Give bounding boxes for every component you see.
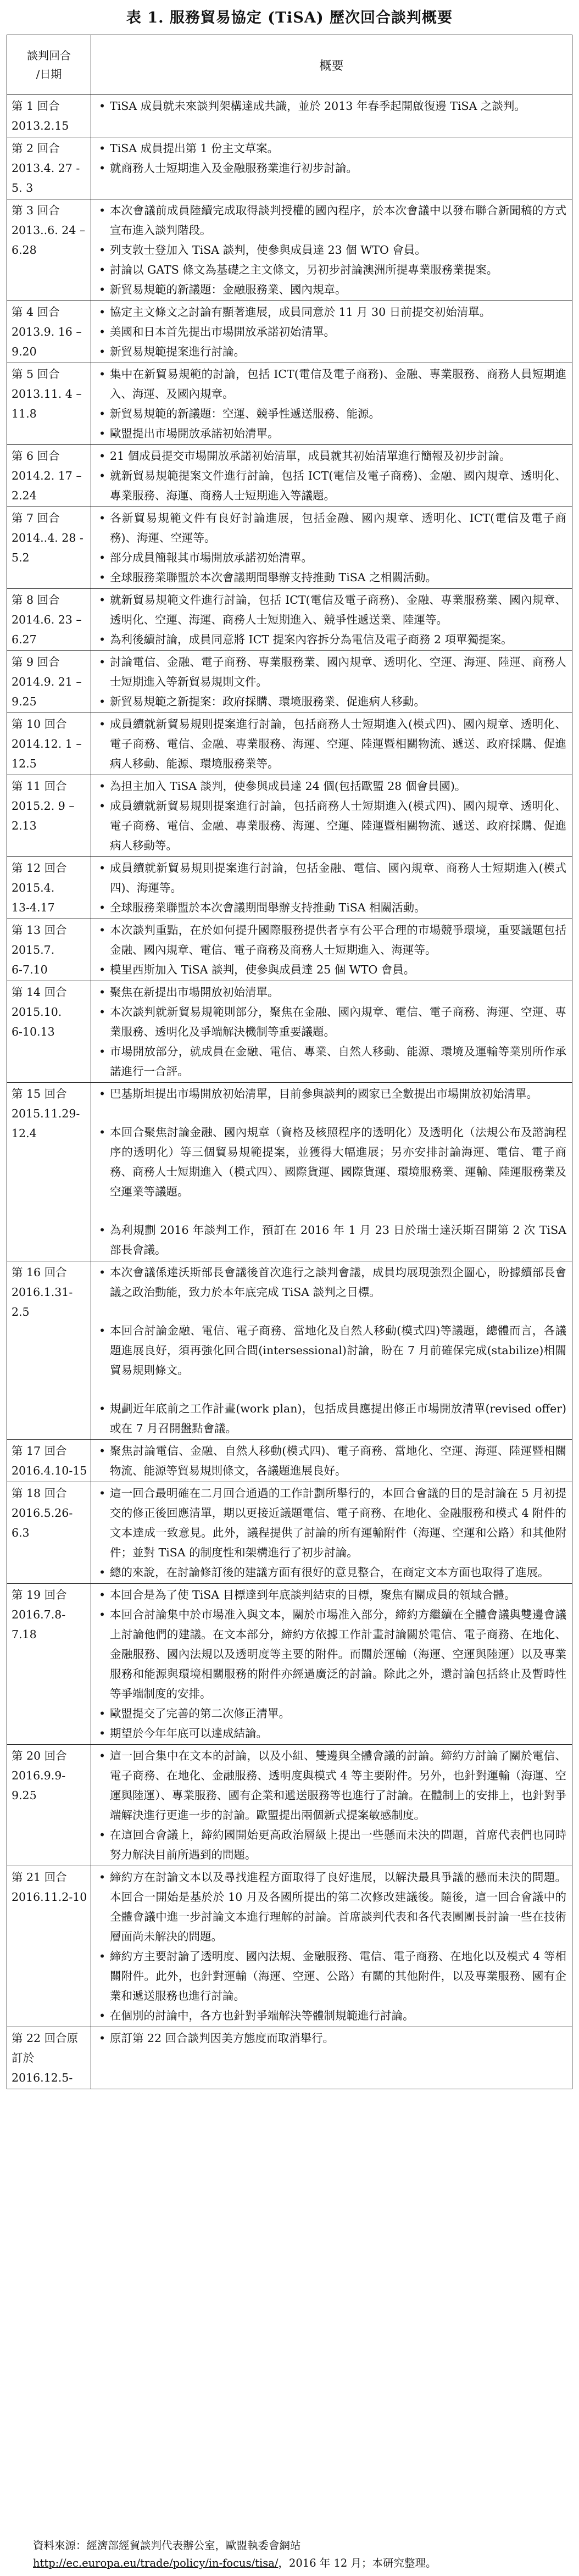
summary-list [96,1441,566,1481]
summary-item: • 本次會議係達沃斯部長會議後首次進行之談判會議，成員均展現強烈企圖心，盼據續部長會議之政治動能，致力於本年底完成 TiSA 談判之目標。 [110,1262,566,1302]
round-date-text: 第 17 回合 [12,1444,67,1457]
summary-list [96,2028,566,2048]
round-date-text: 第 5 回合 [12,368,60,381]
source-suffix: ，2016 年 12 月；本研究整理。 [278,2557,437,2569]
summary-item: • 成員續就新貿易規則提案進行討論，包括金融、電信、國內規章、商務人士短期進入(模式四)、海運等。 [110,858,566,898]
round-date-text: 第 6 回合 [12,449,60,463]
round-date-text: 第 8 回合 [12,593,60,607]
summary-cell [91,775,572,857]
summary-list [96,858,566,917]
round-date-text: 第 3 回合 [12,204,60,217]
summary-item: • 就新貿易規範提案文件進行討論，包括 ICT(電信及電子商務)、金融、國內規章、透明化、專業服務、海運、商務人士短期進入等議題。 [110,466,566,505]
round-date-text: 2013..6. 24 – [12,224,86,237]
summary-list [96,1084,566,1260]
summary-cell [91,199,572,301]
summary-cell [91,95,572,137]
summary-item: • 市場開放部分，就成員在金融、電信、專業、自然人移動、能源、環境及運輸等業別所作承諾進行一合評。 [110,1042,566,1081]
header-round-date-line: 談判回合 [27,49,71,62]
round-date-cell [7,1261,91,1440]
round-date-text: 2015.11.29- [12,1107,80,1120]
round-date-text: 2013.11. 4 – [12,387,82,400]
round-date-text: 5. 3 [12,181,34,194]
summary-item: • 討論電信、金融、電子商務、專業服務業、國內規章、透明化、空運、海運、陸運、商務人士短期進入等新貿易規則文件。 [110,652,566,692]
round-date-text: 第 11 回合 [12,780,67,793]
summary-item: • 新貿易規範的新議題：空運、競爭性遞送服務、能源。 [110,404,566,424]
round-date-text: 2015.4. [12,881,55,894]
summary-item: • TiSA 成員就未來談判架構達成共識，並於 2013 年春季起開啟復邊 TiSA 之談判。 [110,96,566,116]
summary-list [96,714,566,774]
table-row [7,1745,572,1866]
summary-item: • 成員續就新貿易規則提案進行討論，包括商務人士短期進入(模式四)、國內規章、透明化、電子商務、電信、金融、專業服務、海運、空運、陸運暨相關物流、遞送、政府採購、促進病人移動、能源、環境服務業等。 [110,714,566,774]
summary-item: • 集中在新貿易規範的討論，包括 ICT(電信及電子商務)、金融、專業服務、商務人員短期進入、海運、及國內規章。 [110,364,566,404]
round-date-text: 2016.7.8-7.18 [12,1608,66,1641]
table-title: 表 1. 服務貿易協定 (TiSA) 歷次回合談判概要 [126,9,453,26]
round-date-text: 6.28 [12,243,37,257]
source-note [33,2537,560,2572]
summary-item: • 本回合聚焦討論金融、國內規章（資格及核照程序的透明化）及透明化（法規公布及諮詢程序的透明化）等三個貿易規範提案，並獲得大幅進展；另亦安排討論海運、電信、電子商務、商務人士短期進入（模式四）、國際貨運、國際貨運、環境服務業、運輸、陸運服務業及空運業等議題。 [110,1122,566,1201]
summary-cell [91,1584,572,1745]
summary-item: • 歐盟提出市場開放承諾初始清單。 [110,424,566,443]
summary-item: • 這一回合最明確在二月回合通過的工作計劃所舉行的，本回合會議的目的是討論在 5 月初提交的修正後回應清單，期以更接近議題電信、電子商務、在地化、金融服務和模式 4 附件的文本達成一致意見。此外，議程提供了討論的所有運輸附件（海運、空運和公路）和其他附件；並對 TiSA 的制度性和架構進行了初步討論。 [110,1483,566,1562]
source-url[interactable]: http://ec.europa.eu/trade/policy/in-focus/tisa/ [33,2557,279,2569]
round-date-text: 6-10.13 [12,1025,55,1038]
round-date-text: 2016.9.9-9.25 [12,1769,66,1802]
round-date-text: 第 13 回合 [12,923,67,937]
summary-item: • 這一回合集中在文本的討論，以及小組、雙邊與全體會議的討論。締約方討論了關於電信、電子商務、在地化、金融服務、透明度與模式 4 等主要附件。另外，也針對運輸（海運、空運與陸運）、專業服務、國有企業和遞送服務等也進行了討論。在體制上的安排上，也針對爭端解決進行更進一步的討論。歐盟提出兩個新式提案敏感制度。 [110,1746,566,1825]
table-header-row [7,35,572,95]
table-row [7,363,572,445]
round-date-text: 2016.5.26-6.3 [12,1506,73,1539]
summary-item: • 在這回合會議上，締約國開始更高政治層級上提出一些懸而未決的問題，首席代表們也同時努力解決目前所遇到的問題。 [110,1825,566,1865]
summary-cell [91,1083,572,1261]
round-date-text: 9.20 [12,345,37,358]
round-date-text: 第 18 回合 [12,1487,67,1500]
summary-cell [91,919,572,981]
summary-cell [91,1745,572,1866]
summary-list [96,201,566,299]
round-date-cell [7,2027,91,2089]
negotiation-table-container [7,35,572,2089]
summary-cell [91,445,572,507]
summary-item: • 為利規劃 2016 年談判工作，預訂在 2016 年 1 月 23 日於瑞士達沃斯召開第 2 次 TiSA 部長會議。 [110,1220,566,1260]
table-row [7,775,572,857]
summary-item: • 為利後續討論，成員同意將 ICT 提案內容拆分為電信及電子商務 2 項單獨提案。 [110,630,566,649]
round-date-cell [7,363,91,445]
table-row [7,301,572,363]
summary-item: • 新貿易規範的新議題：金融服務業、國內規章。 [110,280,566,299]
round-date-text: 第 15 回合 [12,1087,67,1100]
round-date-text: 第 14 回合 [12,986,67,999]
table-row [7,95,572,137]
summary-list [96,590,566,649]
round-date-cell [7,95,91,137]
round-date-text: 12.5 [12,757,37,770]
summary-cell [91,589,572,651]
round-date-cell [7,1745,91,1866]
round-date-text: 第 7 回合 [12,511,60,525]
summary-item: • 模里西斯加入 TiSA 談判，使參與成員達 25 個 WTO 會員。 [110,960,566,980]
summary-item: • 原訂第 22 回合談判因美方態度而取消舉行。 [110,2028,566,2048]
negotiation-rounds-table [7,35,572,2089]
summary-cell [91,981,572,1083]
round-date-cell [7,1866,91,2027]
summary-item: • 本回合是為了使 TiSA 目標達到年底談判結束的目標，聚焦有關成員的領域合體。 [110,1585,566,1605]
round-date-text: 5.2 [12,551,30,564]
header-round-date-line: /日期 [36,68,62,81]
header-summary: 概要 [91,35,572,95]
table-row [7,1866,572,2027]
source-prefix: 資料來源：經濟部經貿談判代表辦公室，歐盟執委會網站 [33,2539,301,2552]
round-date-cell [7,445,91,507]
summary-item: • 部分成員簡報其市場開放承諾初始清單。 [110,548,566,568]
summary-list [96,364,566,443]
summary-cell [91,1440,572,1482]
round-date-text: 第 12 回合 [12,861,67,875]
summary-item: • 就商務人士短期進入及金融服務業進行初步討論。 [110,158,566,178]
table-row [7,981,572,1083]
summary-item: • 本次會議前成員陸續完成取得談判授權的國內程序，於本次會議中以發布聯合新聞稿的方式宣布進入談判階段。 [110,201,566,240]
round-date-cell [7,713,91,775]
round-date-cell [7,651,91,713]
summary-item: • 締約方在討論文本以及尋找進程方面取得了良好進展，以解決最具爭議的懸而未決的問題。本回合一開始是基於於 10 月及各國所提出的第二次修改建議後。隨後，這一回合會議中的全體會議中進一步討論文本進行理解的討論。首席談判代表和各代表團團長討論一些在技術層面尚未解決的問題。 [110,1867,566,1946]
round-date-cell [7,1083,91,1261]
round-date-text: 12.4 [12,1127,37,1140]
summary-list [96,138,566,178]
round-date-text: 2014.9. 21 – [12,675,82,688]
round-date-text: 2014..4. 28 - [12,531,83,544]
round-date-text: 6-7.10 [12,963,48,976]
summary-cell [91,651,572,713]
round-date-cell [7,199,91,301]
summary-item: • 美國和日本首先提出市場開放承諾初始清單。 [110,322,566,342]
round-date-cell [7,1440,91,1482]
round-date-cell [7,775,91,857]
summary-item: • TiSA 成員提出第 1 份主文草案。 [110,138,566,158]
table-row [7,1584,572,1745]
table-row [7,1083,572,1261]
table-row [7,1261,572,1440]
summary-list [96,508,566,587]
round-date-text: 2016.4.10-15 [12,1464,87,1477]
summary-item: • 全球服務業聯盟於本次會議期間舉辦支持推動 TiSA 相關活動。 [110,898,566,917]
round-date-cell [7,1584,91,1745]
summary-item: • 聚焦在新提出市場開放初始清單。 [110,982,566,1002]
round-date-text: 第 19 回合 [12,1588,67,1601]
round-date-text: 2015.2. 9 – [12,799,75,813]
summary-item: • 協定主文條文之討論有顯著進展，成員同意於 11 月 30 日前提交初始清單。 [110,302,566,322]
round-date-text: 2014.6. 23 – [12,613,82,626]
table-row [7,2027,572,2089]
summary-item: • 期望於今年年底可以達成結論。 [110,1723,566,1743]
table-row [7,857,572,919]
summary-cell [91,507,572,589]
round-date-text: 2014.2. 17 – [12,469,82,482]
round-date-cell [7,507,91,589]
summary-item: • 21 個成員提交市場開放承諾初始清單，成員就其初始清單進行簡報及初步討論。 [110,446,566,466]
round-date-text: 2016.12.5- [12,2071,73,2084]
round-date-cell [7,919,91,981]
table-row [7,507,572,589]
summary-list [96,446,566,505]
summary-item: • 討論以 GATS 條文為基礎之主文條文，另初步討論澳洲所提專業服務業提案。 [110,260,566,280]
summary-list [96,96,566,116]
table-row [7,651,572,713]
header-round-date [7,35,91,95]
summary-list [96,652,566,711]
summary-item: • 歐盟提交了完善的第二次修正清單。 [110,1704,566,1723]
round-date-text: 第 10 回合 [12,717,67,731]
summary-item: • 規劃近年底前之工作計畫(work plan)，包括成員應提出修正市場開放清單(revised offer)或在 7 月召開盤點會議。 [110,1399,566,1438]
summary-item: • 本次談判就新貿易規範則部分，聚焦在金融、國內規章、電信、電子商務、海運、空運、專業服務、透明化及爭端解決機制等重要議題。 [110,1002,566,1042]
round-date-text: 2016.11.2-10 [12,1890,87,1904]
round-date-cell [7,137,91,199]
round-date-text: 第 1 回合 [12,99,60,113]
table-row [7,919,572,981]
round-date-cell [7,1482,91,1584]
round-date-text: 2.13 [12,819,37,832]
round-date-text: 第 9 回合 [12,655,60,669]
round-date-text: 2015.7. [12,943,55,956]
summary-item: • 成員續就新貿易規則提案進行討論，包括商務人士短期進入(模式四)、國內規章、透明化、電子商務、電信、金融、專業服務、海運、空運、陸運暨相關物流、遞送、政府採購、促進病人移動等。 [110,796,566,855]
round-date-text: 第 22 回合原訂於 [12,2032,79,2065]
round-date-text: 2014.12. 1 – [12,737,82,750]
summary-item: • 巴基斯坦提出市場開放初始清單，目前參與談判的國家已全數提出市場開放初始清單。 [110,1084,566,1104]
summary-list [96,920,566,980]
summary-item: • 列支敦士登加入 TiSA 談判，使參與成員達 23 個 WTO 會員。 [110,240,566,260]
summary-cell [91,713,572,775]
table-row [7,1482,572,1584]
round-date-text: 2013.9. 16 – [12,325,82,338]
summary-item: • 新貿易規範提案進行討論。 [110,342,566,361]
round-date-text: 13-4.17 [12,901,55,914]
summary-item: • 本次談判重點，在於如何提升國際服務提供者享有公平合理的市場競爭環境，重要議題包括金融、國內規章、電信、電子商務及商務人士短期進入、海運等。 [110,920,566,960]
round-date-cell [7,981,91,1083]
summary-item: • 總的來說，在討論修訂後的建議方面有很好的意見整合，在商定文本方面也取得了進展。 [110,1562,566,1582]
summary-list [96,982,566,1081]
summary-item: • 各新貿易規範文件有良好討論進展，包括金融、國內規章、透明化、ICT(電信及電子商務)、海運、空運等。 [110,508,566,548]
summary-list [96,776,566,855]
summary-cell [91,1866,572,2027]
round-date-text: 11.8 [12,407,37,420]
summary-item: • 締約方主要討論了透明度、國內法規、金融服務、電信、電子商務、在地化以及模式 4 等相關附件。此外，也針對運輸（海運、空運、公路）有關的其他附件，以及專業服務、國有企業和遞送服務也進行討論。 [110,1946,566,2006]
table-row [7,137,572,199]
round-date-text: 第 16 回合 [12,1266,67,1279]
summary-item: • 新貿易規範之新提案：政府採購、環境服務業、促進病人移動。 [110,692,566,711]
summary-item: • 就新貿易規範文件進行討論，包括 ICT(電信及電子商務)、金融、專業服務業、國內規章、透明化、空運、海運、商務人士短期進入、競爭性遞送業、陸運等。 [110,590,566,630]
summary-list [96,1585,566,1743]
summary-cell [91,1482,572,1584]
summary-list [96,1746,566,1865]
round-date-cell [7,857,91,919]
table-row [7,589,572,651]
summary-list [96,1483,566,1582]
round-date-text: 2013.4. 27 - [12,162,80,175]
summary-cell [91,301,572,363]
round-date-text: 第 2 回合 [12,142,60,155]
summary-cell [91,137,572,199]
summary-item: • 聚焦討論電信、金融、自然人移動(模式四)、電子商務、當地化、空運、海運、陸運暨相關物流、能源等貿易規則條文，各議題進展良好。 [110,1441,566,1481]
table-body [7,95,572,2089]
round-date-text: 2013.2.15 [12,119,69,132]
summary-item: • 全球服務業聯盟於本次會議期間舉辦支持推動 TiSA 之相關活動。 [110,568,566,587]
round-date-text: 9.25 [12,695,37,708]
summary-item: • 在個別的討論中，各方也針對爭端解決等體制規範進行討論。 [110,2006,566,2026]
summary-list [96,1867,566,2026]
table-row [7,199,572,301]
table-row [7,445,572,507]
summary-item: • 為担主加入 TiSA 談判，使參與成員達 24 個(包括歐盟 28 個會員國)。 [110,776,566,796]
round-date-cell [7,589,91,651]
table-row [7,1440,572,1482]
summary-cell [91,1261,572,1440]
summary-list [96,1262,566,1438]
summary-cell [91,363,572,445]
round-date-cell [7,301,91,363]
round-date-text: 6.27 [12,633,37,646]
round-date-text: 第 21 回合 [12,1871,67,1884]
summary-item: • 本回合討論集中於市場准入與文本，關於市場准入部分，締約方繼續在全體會議與雙邊會議上討論他們的建議。在文本部分，締約方依據工作計畫討論關於電信、電子商務、在地化、金融服務、國內法規以及透明度等主要的附件。而關於運輸（海運、空運與陸運）以及專業服務和能源與環境相關服務的附件亦經過廣泛的討論。除此之外，還討論包括終止及暫時性等爭端制度的安排。 [110,1605,566,1704]
table-row [7,713,572,775]
round-date-text: 2.24 [12,489,37,502]
round-date-text: 2016.1.31-2.5 [12,1286,73,1318]
summary-cell [91,2027,572,2089]
summary-list [96,302,566,361]
summary-item: • 本回合討論金融、電信、電子商務、當地化及自然人移動(模式四)等議題，總體而言，各議題進展良好，須再強化回合間(intersessional)討論，盼在 7 月前確保完成(stabilize)相關貿易規則條文。 [110,1321,566,1380]
summary-cell [91,857,572,919]
round-date-text: 2015.10. [12,1005,62,1019]
round-date-text: 第 4 回合 [12,305,60,319]
round-date-text: 第 20 回合 [12,1749,67,1762]
